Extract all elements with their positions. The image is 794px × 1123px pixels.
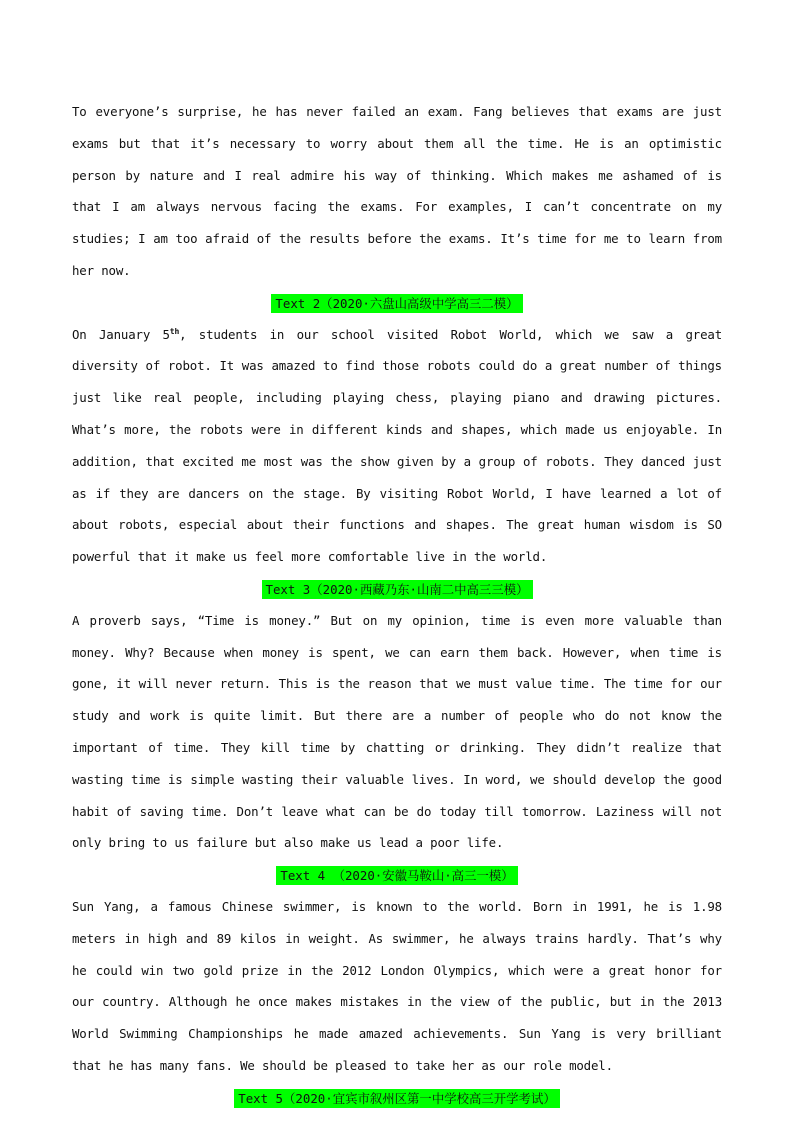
text-1-paragraph: To everyone’s surprise, he has never failed an exam. Fang believes that exams are just exams but that it’s necessary to worry about them all the time. He is an optimistic person by nature and I real admire his way of thinking. Which makes me ashamed of is that I am always nervous facing the exams. For examples, I can’t concentrate on my studies; I am too afraid of the results before the exams. It’s time for me to learn from her now.	[72, 104, 722, 278]
text-3-heading: Text 3（2020·西藏乃东·山南二中高三三模）	[262, 580, 533, 599]
text-3-heading-row	[72, 573, 722, 605]
text-2-paragraph-start: On January 5	[72, 326, 170, 342]
text-4-paragraph: Sun Yang, a famous Chinese swimmer, is known to the world. Born in 1991, he is 1.98 meters in high and 89 kilos in weight. As swimmer, he always trains hardly. That’s why he could win two gold prize in the 2012 London Olympics, which were a great honor for our country. Although he once makes mistakes in the view of the public, but in the 2013 World Swimming Championships he made amazed achievements. Sun Yang is very brilliant that he has many fans. We should be pleased to take her as our role model.	[72, 898, 722, 1073]
text-2-ordinal-suffix: th	[169, 326, 180, 336]
text-2-paragraph	[72, 319, 722, 573]
text-5-heading: Text 5（2020·宜宾市叙州区第一中学校高三开学考试）	[234, 1089, 559, 1108]
text-5-heading-row	[72, 1082, 722, 1114]
text-4-heading: Text 4 （2020·安徽马鞍山·高三一模）	[276, 866, 517, 885]
text-3-paragraph: A proverb says, “Time is money.” But on my opinion, time is even more valuable than money. Why? Because when money is spent, we can earn them back. However, when time is gone, it will never return. This is the reason that we must value time. The time for our study and work is quite limit. But there are a number of people who do not know the important of time. They kill time by chatting or drinking. They didn’t realize that wasting time is simple wasting their valuable lives. In word, we should develop the good habit of saving time. Don’t leave what can be do today till tomorrow. Laziness will not only bring to us failure but also make us lead a poor life.	[72, 612, 722, 851]
text-2-heading-row	[72, 287, 722, 319]
text-2-paragraph-rest: , students in our school visited Robot World, which we saw a great diversity of robot. It was amazed to find those robots could do a great number of things just like real people, including playing chess, playing piano and drawing pictures. What’s more, the robots were in different kinds and shapes, which made us enjoyable. In addition, that excited me most was the show given by a group of robots. They danced just as if they are dancers on the stage. By visiting Robot World, I have learned a lot of about robots, especial about their functions and shapes. The great human wisdom is SO powerful that it make us feel more comfortable live in the world.	[72, 326, 723, 565]
text-2-heading: Text 2（2020·六盘山高级中学高三二模）	[271, 294, 522, 313]
text-4-heading-row	[72, 859, 722, 891]
document-page	[72, 96, 722, 1114]
